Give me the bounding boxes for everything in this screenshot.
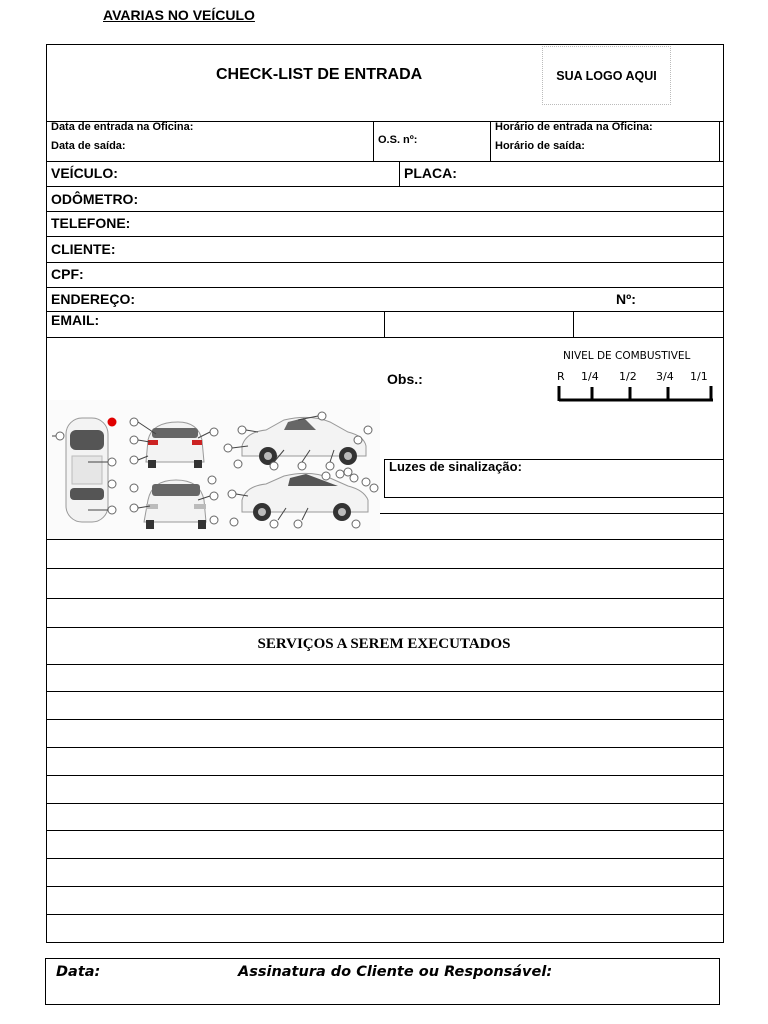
fuel-level-full: 1/1 — [690, 370, 708, 383]
client-label: CLIENTE: — [51, 241, 116, 257]
divider — [46, 568, 724, 569]
divider — [46, 691, 724, 692]
divider — [719, 121, 720, 161]
divider — [46, 830, 724, 831]
obs-label: Obs.: — [387, 371, 423, 387]
divider — [399, 161, 400, 186]
divider — [46, 287, 724, 288]
section-title: AVARIAS NO VEÍCULO — [103, 7, 255, 23]
divider — [46, 262, 724, 263]
plate-label: PLACA: — [404, 165, 457, 181]
divider — [373, 121, 374, 161]
divider — [573, 311, 574, 337]
divider — [46, 161, 724, 162]
os-number-label: O.S. nº: — [378, 134, 418, 146]
divider — [46, 775, 724, 776]
divider — [46, 747, 724, 748]
divider — [46, 803, 724, 804]
fuel-level-three-quarters: 3/4 — [656, 370, 674, 383]
fuel-level-r: R — [557, 370, 565, 383]
divider — [46, 858, 724, 859]
services-title: SERVIÇOS A SEREM EXECUTADOS — [257, 636, 511, 652]
exit-time-label: Horário de saída: — [495, 140, 585, 152]
divider — [46, 598, 724, 599]
fuel-scale-icon — [554, 384, 716, 404]
divider — [46, 627, 724, 628]
exit-date-label: Data de saída: — [51, 140, 126, 152]
divider — [384, 311, 385, 337]
fuel-title: NIVEL DE COMBUSTIVEL — [563, 350, 691, 362]
divider — [46, 186, 724, 187]
car-damage-diagram — [48, 400, 380, 540]
form-title: CHECK-LIST DE ENTRADA — [216, 66, 423, 83]
divider — [46, 539, 724, 540]
cpf-label: CPF: — [51, 266, 84, 282]
lights-label: Luzes de sinalização: — [389, 459, 522, 474]
divider — [46, 337, 724, 338]
entry-time-label: Horário de entrada na Oficina: — [495, 121, 653, 133]
vehicle-label: VEÍCULO: — [51, 165, 118, 181]
date-label: Data: — [56, 964, 101, 980]
signature-label: Assinatura do Cliente ou Responsável: — [238, 964, 553, 980]
phone-label: TELEFONE: — [51, 215, 131, 231]
divider — [380, 513, 724, 514]
fuel-gauge — [554, 348, 716, 406]
divider — [46, 886, 724, 887]
fuel-level-half: 1/2 — [619, 370, 637, 383]
email-label: EMAIL: — [51, 312, 100, 328]
divider — [46, 211, 724, 212]
odometer-label: ODÔMETRO: — [51, 191, 139, 207]
logo-placeholder — [542, 46, 671, 105]
divider — [490, 121, 491, 161]
logo-text: SUA LOGO AQUI — [556, 68, 657, 83]
fuel-level-quarter: 1/4 — [581, 370, 599, 383]
divider — [46, 311, 724, 312]
divider — [46, 719, 724, 720]
divider — [46, 914, 724, 915]
address-label: ENDEREÇO: — [51, 291, 136, 307]
divider — [46, 664, 724, 665]
entry-date-label: Data de entrada na Oficina: — [51, 121, 194, 133]
divider — [46, 236, 724, 237]
number-label: Nº: — [616, 291, 636, 307]
